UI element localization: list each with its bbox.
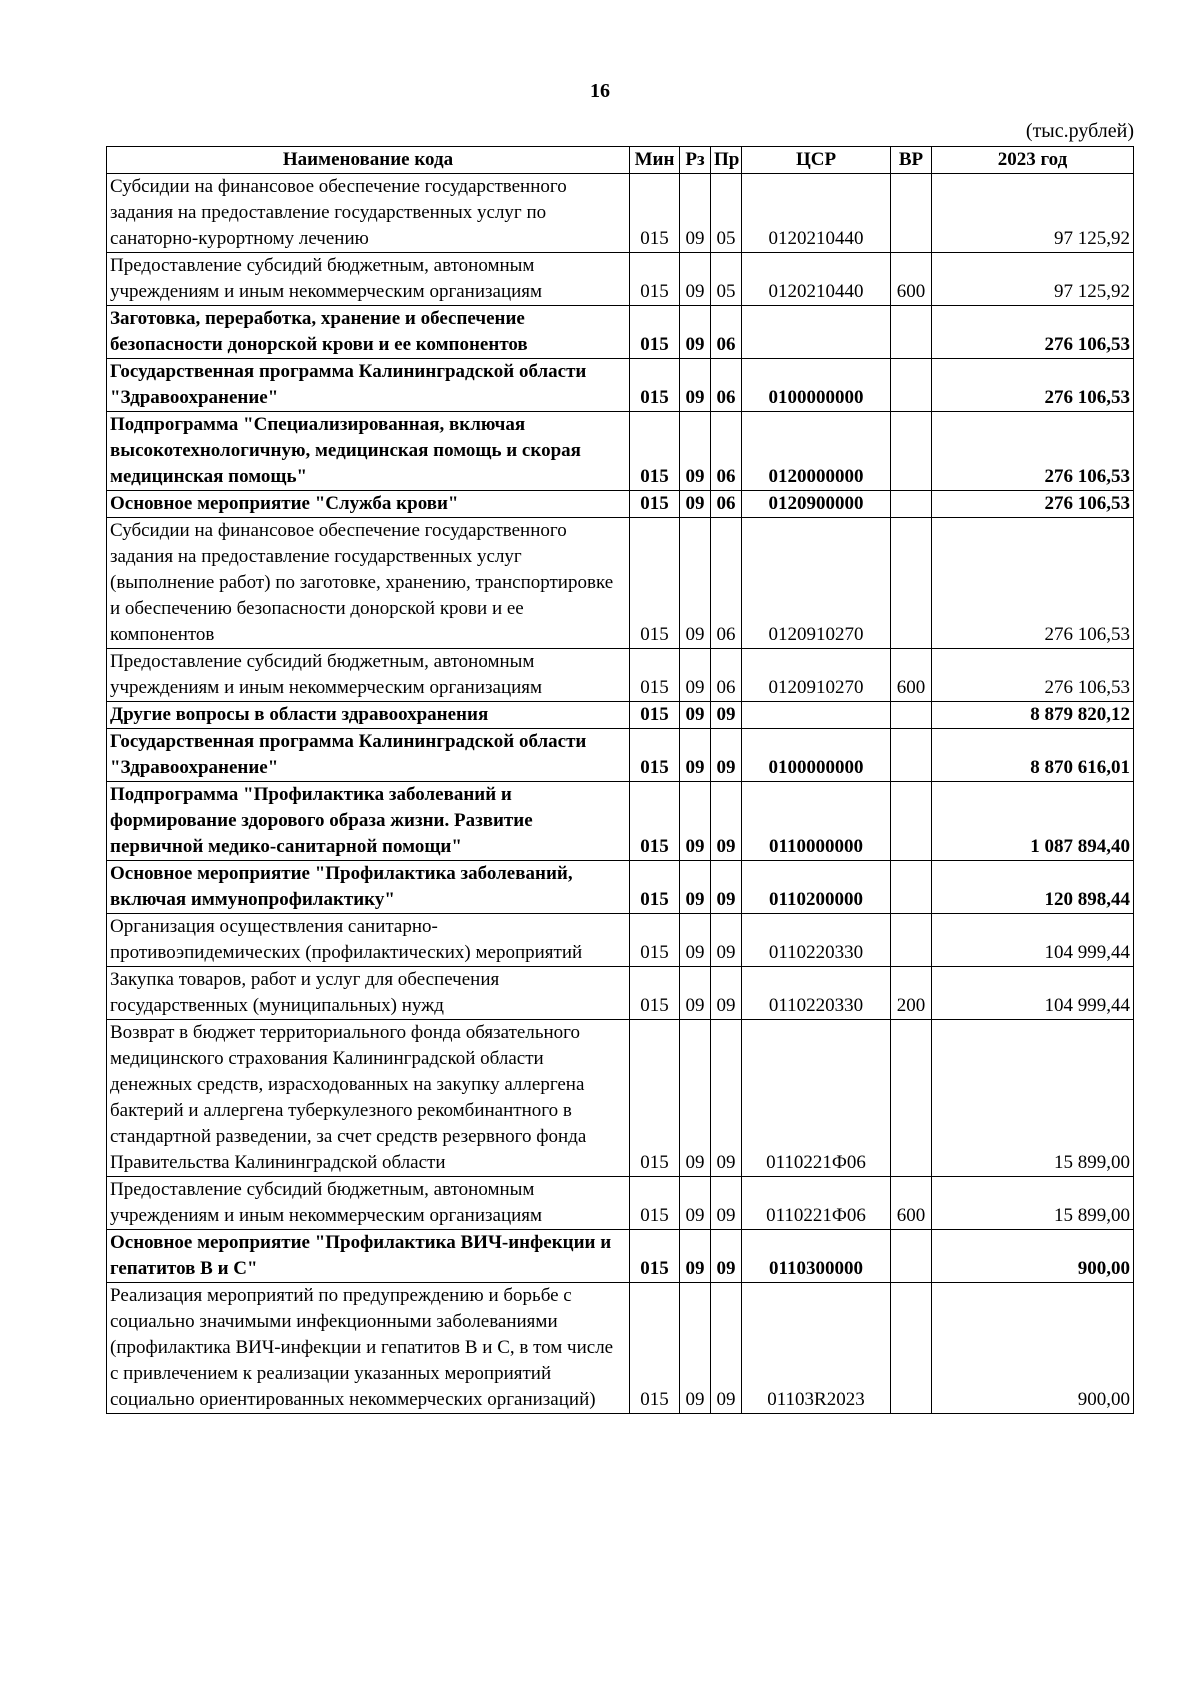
row-name-cell: Государственная программа Калининградской области "Здравоохранение" xyxy=(107,729,630,782)
row-vr-cell xyxy=(891,702,932,729)
row-pr-cell: 09 xyxy=(711,1177,742,1230)
row-vr-cell xyxy=(891,861,932,914)
row-name-cell: Государственная программа Калининградской области "Здравоохранение" xyxy=(107,359,630,412)
row-csr-cell: 0110200000 xyxy=(742,861,891,914)
row-name-cell: Субсидии на финансовое обеспечение государственного задания на предоставление государственных услуг по санаторно-курортному лечению xyxy=(107,174,630,253)
header-pr: Пр xyxy=(711,147,742,174)
row-vr-cell xyxy=(891,782,932,861)
row-rz-cell: 09 xyxy=(680,861,711,914)
row-sum-cell: 15 899,00 xyxy=(932,1177,1134,1230)
row-min-cell: 015 xyxy=(630,306,680,359)
row-csr-cell: 0120210440 xyxy=(742,174,891,253)
table-row xyxy=(107,306,1134,359)
row-rz-cell: 09 xyxy=(680,967,711,1020)
table-row xyxy=(107,518,1134,649)
row-pr-cell: 09 xyxy=(711,729,742,782)
row-name-cell: Другие вопросы в области здравоохранения xyxy=(107,702,630,729)
row-rz-cell: 09 xyxy=(680,702,711,729)
row-vr-cell xyxy=(891,359,932,412)
table-row xyxy=(107,1020,1134,1177)
table-row xyxy=(107,359,1134,412)
row-name-cell: Заготовка, переработка, хранение и обеспечение безопасности донорской крови и ее компонентов xyxy=(107,306,630,359)
row-vr-cell xyxy=(891,1283,932,1414)
row-sum-cell: 104 999,44 xyxy=(932,914,1134,967)
row-pr-cell: 09 xyxy=(711,967,742,1020)
header-vr: ВР xyxy=(891,147,932,174)
table-row xyxy=(107,174,1134,253)
row-rz-cell: 09 xyxy=(680,359,711,412)
row-min-cell: 015 xyxy=(630,491,680,518)
header-csr: ЦСР xyxy=(742,147,891,174)
row-rz-cell: 09 xyxy=(680,729,711,782)
table-body xyxy=(107,174,1134,1414)
units-label: (тыс.рублей) xyxy=(1025,120,1134,142)
row-csr-cell: 0100000000 xyxy=(742,729,891,782)
row-csr-cell: 01103R2023 xyxy=(742,1283,891,1414)
row-pr-cell: 06 xyxy=(711,491,742,518)
row-name-cell: Основное мероприятие "Служба крови" xyxy=(107,491,630,518)
row-name-cell: Предоставление субсидий бюджетным, автономным учреждениям и иным некоммерческим организациям xyxy=(107,1177,630,1230)
row-csr-cell xyxy=(742,702,891,729)
row-vr-cell xyxy=(891,1230,932,1283)
row-sum-cell: 1 087 894,40 xyxy=(932,782,1134,861)
row-pr-cell: 05 xyxy=(711,174,742,253)
row-rz-cell: 09 xyxy=(680,914,711,967)
row-name-cell: Закупка товаров, работ и услуг для обеспечения государственных (муниципальных) нужд xyxy=(107,967,630,1020)
row-csr-cell: 0110300000 xyxy=(742,1230,891,1283)
row-rz-cell: 09 xyxy=(680,782,711,861)
table-row xyxy=(107,861,1134,914)
row-sum-cell: 276 106,53 xyxy=(932,359,1134,412)
table-row xyxy=(107,253,1134,306)
row-min-cell: 015 xyxy=(630,359,680,412)
row-vr-cell xyxy=(891,491,932,518)
row-csr-cell: 0120210440 xyxy=(742,253,891,306)
row-min-cell: 015 xyxy=(630,518,680,649)
row-min-cell: 015 xyxy=(630,914,680,967)
row-pr-cell: 06 xyxy=(711,649,742,702)
row-pr-cell: 06 xyxy=(711,359,742,412)
row-rz-cell: 09 xyxy=(680,174,711,253)
row-csr-cell xyxy=(742,306,891,359)
table-row xyxy=(107,649,1134,702)
row-name-cell: Основное мероприятие "Профилактика заболеваний, включая иммунопрофилактику" xyxy=(107,861,630,914)
table-row xyxy=(107,491,1134,518)
row-sum-cell: 276 106,53 xyxy=(932,306,1134,359)
row-vr-cell: 600 xyxy=(891,1177,932,1230)
table-row xyxy=(107,412,1134,491)
row-csr-cell: 0110221Ф06 xyxy=(742,1020,891,1177)
row-min-cell: 015 xyxy=(630,782,680,861)
row-sum-cell: 276 106,53 xyxy=(932,649,1134,702)
row-min-cell: 015 xyxy=(630,1020,680,1177)
row-sum-cell: 276 106,53 xyxy=(932,491,1134,518)
row-pr-cell: 05 xyxy=(711,253,742,306)
row-csr-cell: 0120910270 xyxy=(742,649,891,702)
row-csr-cell: 0120910270 xyxy=(742,518,891,649)
table-row xyxy=(107,702,1134,729)
header-min: Мин xyxy=(630,147,680,174)
row-csr-cell: 0120900000 xyxy=(742,491,891,518)
row-sum-cell: 97 125,92 xyxy=(932,253,1134,306)
row-sum-cell: 8 879 820,12 xyxy=(932,702,1134,729)
row-pr-cell: 06 xyxy=(711,306,742,359)
row-pr-cell: 09 xyxy=(711,914,742,967)
row-pr-cell: 09 xyxy=(711,861,742,914)
row-rz-cell: 09 xyxy=(680,1020,711,1177)
row-min-cell: 015 xyxy=(630,1283,680,1414)
row-pr-cell: 09 xyxy=(711,1283,742,1414)
budget-table xyxy=(106,146,1134,1414)
row-csr-cell: 0100000000 xyxy=(742,359,891,412)
table-row xyxy=(107,967,1134,1020)
table-row xyxy=(107,729,1134,782)
row-rz-cell: 09 xyxy=(680,1177,711,1230)
table-row xyxy=(107,914,1134,967)
row-sum-cell: 104 999,44 xyxy=(932,967,1134,1020)
header-rz: Рз xyxy=(680,147,711,174)
table-header-row xyxy=(107,147,1134,174)
row-sum-cell: 276 106,53 xyxy=(932,518,1134,649)
row-vr-cell: 600 xyxy=(891,253,932,306)
row-vr-cell xyxy=(891,306,932,359)
row-name-cell: Возврат в бюджет территориального фонда обязательного медицинского страхования Калининградской области денежных средств, израсходованных на закупку аллергена бактерий и аллергена туберкулезного рекомбинантного в стандартной разведении, за счет средств резервного фонда Правительства Калининградской области xyxy=(107,1020,630,1177)
row-name-cell: Основное мероприятие "Профилактика ВИЧ-инфекции и гепатитов В и С" xyxy=(107,1230,630,1283)
row-name-cell: Реализация мероприятий по предупреждению и борьбе с социально значимыми инфекционными заболеваниями (профилактика ВИЧ-инфекции и гепатитов В и С, в том числе с привлечением к реализации указанных мероприятий социально ориентированных некоммерческих организаций) xyxy=(107,1283,630,1414)
table-row xyxy=(107,1283,1134,1414)
row-rz-cell: 09 xyxy=(680,518,711,649)
row-sum-cell: 97 125,92 xyxy=(932,174,1134,253)
row-min-cell: 015 xyxy=(630,1177,680,1230)
row-min-cell: 015 xyxy=(630,412,680,491)
row-min-cell: 015 xyxy=(630,649,680,702)
row-name-cell: Организация осуществления санитарно-противоэпидемических (профилактических) мероприятий xyxy=(107,914,630,967)
row-pr-cell: 09 xyxy=(711,1230,742,1283)
table-row xyxy=(107,1177,1134,1230)
row-min-cell: 015 xyxy=(630,967,680,1020)
row-sum-cell: 276 106,53 xyxy=(932,412,1134,491)
row-sum-cell: 900,00 xyxy=(932,1283,1134,1414)
page-number: 16 xyxy=(590,80,610,102)
row-csr-cell: 0110220330 xyxy=(742,967,891,1020)
row-pr-cell: 09 xyxy=(711,1020,742,1177)
row-vr-cell xyxy=(891,174,932,253)
row-csr-cell: 0110220330 xyxy=(742,914,891,967)
table-row xyxy=(107,1230,1134,1283)
row-rz-cell: 09 xyxy=(680,306,711,359)
row-csr-cell: 0110221Ф06 xyxy=(742,1177,891,1230)
row-min-cell: 015 xyxy=(630,174,680,253)
row-vr-cell xyxy=(891,1020,932,1177)
row-vr-cell xyxy=(891,412,932,491)
row-rz-cell: 09 xyxy=(680,1283,711,1414)
row-min-cell: 015 xyxy=(630,1230,680,1283)
row-pr-cell: 06 xyxy=(711,518,742,649)
row-name-cell: Предоставление субсидий бюджетным, автономным учреждениям и иным некоммерческим организациям xyxy=(107,253,630,306)
header-year: 2023 год xyxy=(932,147,1134,174)
row-min-cell: 015 xyxy=(630,702,680,729)
row-sum-cell: 900,00 xyxy=(932,1230,1134,1283)
row-min-cell: 015 xyxy=(630,729,680,782)
row-min-cell: 015 xyxy=(630,861,680,914)
row-csr-cell: 0110000000 xyxy=(742,782,891,861)
row-vr-cell: 600 xyxy=(891,649,932,702)
row-name-cell: Подпрограмма "Специализированная, включая высокотехнологичную, медицинская помощь и скорая медицинская помощь" xyxy=(107,412,630,491)
row-pr-cell: 09 xyxy=(711,782,742,861)
row-vr-cell xyxy=(891,914,932,967)
row-vr-cell xyxy=(891,518,932,649)
row-pr-cell: 09 xyxy=(711,702,742,729)
row-sum-cell: 15 899,00 xyxy=(932,1020,1134,1177)
row-rz-cell: 09 xyxy=(680,253,711,306)
row-rz-cell: 09 xyxy=(680,649,711,702)
row-name-cell: Субсидии на финансовое обеспечение государственного задания на предоставление государственных услуг (выполнение работ) по заготовке, хранению, транспортировке и обеспечению безопасности донорской крови и ее компонентов xyxy=(107,518,630,649)
row-name-cell: Подпрограмма "Профилактика заболеваний и формирование здорового образа жизни. Развитие первичной медико-санитарной помощи" xyxy=(107,782,630,861)
row-vr-cell xyxy=(891,729,932,782)
row-rz-cell: 09 xyxy=(680,1230,711,1283)
row-sum-cell: 120 898,44 xyxy=(932,861,1134,914)
row-rz-cell: 09 xyxy=(680,491,711,518)
row-name-cell: Предоставление субсидий бюджетным, автономным учреждениям и иным некоммерческим организациям xyxy=(107,649,630,702)
row-min-cell: 015 xyxy=(630,253,680,306)
table-row xyxy=(107,782,1134,861)
row-csr-cell: 0120000000 xyxy=(742,412,891,491)
header-name: Наименование кода xyxy=(107,147,630,174)
row-vr-cell: 200 xyxy=(891,967,932,1020)
row-rz-cell: 09 xyxy=(680,412,711,491)
row-sum-cell: 8 870 616,01 xyxy=(932,729,1134,782)
row-pr-cell: 06 xyxy=(711,412,742,491)
